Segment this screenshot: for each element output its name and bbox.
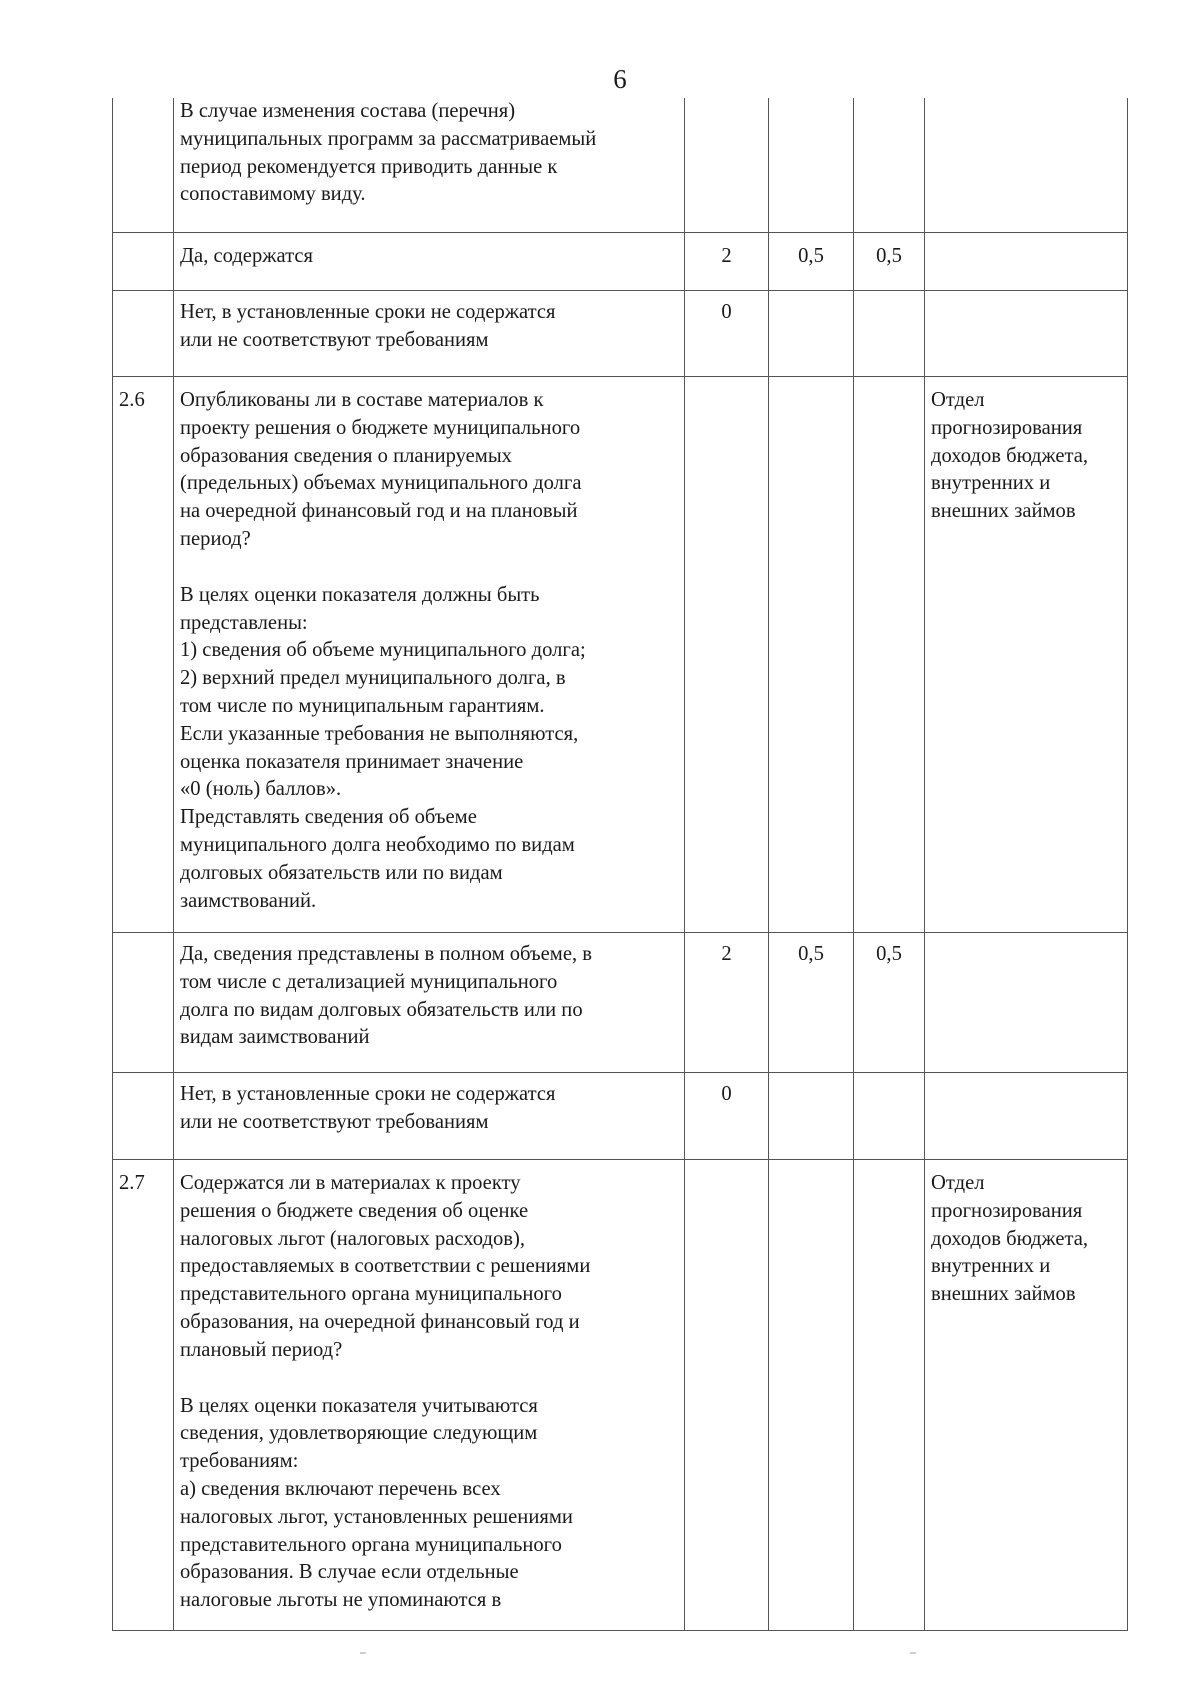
row-number-cell [113, 98, 174, 233]
weight2-cell [854, 377, 925, 933]
question-line: плановый период? [180, 1338, 343, 1361]
responsible-line: Отдел [931, 389, 985, 411]
row-number-cell [113, 233, 174, 291]
table-row-intro [113, 98, 1128, 233]
weight2-cell: 0,5 [854, 233, 925, 291]
responsible-line: внешних займов [931, 1283, 1076, 1306]
row-number-cell: 2.6 [113, 377, 174, 933]
criteria-line: 1) сведения об объеме муниципального долга; [180, 639, 586, 662]
answer-text-cell: Да, содержатся [174, 233, 685, 291]
responsible-line: прогнозирования [931, 1199, 1083, 1222]
question-line: налоговых льгот (налоговых расходов), [180, 1227, 525, 1250]
row-number-cell: 2.7 [113, 1160, 174, 1631]
weight2-cell: 0,5 [854, 933, 925, 1073]
responsible-line: внешних займов [931, 500, 1076, 523]
criteria-line: а) сведения включают перечень всех [180, 1477, 501, 1500]
criteria-line: требованиям: [180, 1450, 299, 1473]
score-cell: 0 [685, 291, 769, 377]
criteria-line: заимствований. [180, 889, 317, 912]
criteria-line: Если указанные требования не выполняются, [180, 722, 579, 745]
score-cell [685, 377, 769, 933]
weight2-cell [854, 1160, 925, 1631]
weight1-cell: 0,5 [769, 233, 854, 291]
responsible-cell [925, 98, 1128, 233]
criteria-line: том числе по муниципальным гарантиям. [180, 694, 545, 717]
weight1-cell [769, 1160, 854, 1631]
table-row-item-2-6 [113, 377, 1128, 933]
table-row-answer-no [113, 1073, 1128, 1160]
criteria-line: Представлять сведения об объеме [180, 806, 477, 829]
weight1-cell [769, 377, 854, 933]
weight2-cell [854, 98, 925, 233]
responsible-cell [925, 377, 1128, 933]
question-cell [174, 1160, 685, 1631]
criteria-line: В целях оценки показателя должны быть [180, 583, 540, 606]
question-line: образования, на очередной финансовый год и [180, 1310, 580, 1333]
criteria-line: представительного органа муниципального [180, 1533, 562, 1556]
weight1-cell: 0,5 [769, 933, 854, 1073]
criteria-line: налоговые льготы не упоминаются в [180, 1589, 502, 1612]
responsible-cell [925, 1160, 1128, 1631]
question-line: образования сведения о планируемых [180, 444, 512, 467]
description-cell [174, 98, 685, 233]
responsible-line: внутренних и [931, 472, 1051, 495]
question-line: Содержатся ли в материалах к проекту [180, 1172, 521, 1194]
answer-text-cell [174, 1073, 685, 1160]
page-number: 6 [613, 64, 627, 94]
criteria-line: долговых обязательств или по видам [180, 861, 503, 884]
question-line: на очередной финансовый год и на плановый [180, 500, 578, 523]
answer-text-cell [174, 933, 685, 1073]
responsible-line: внутренних и [931, 1255, 1051, 1278]
question-line: период? [180, 527, 251, 550]
evaluation-table [112, 98, 1128, 1631]
criteria-line: сведения, удовлетворяющие следующим [180, 1422, 538, 1445]
score-cell: 2 [685, 933, 769, 1073]
question-line: проекту решения о бюджете муниципального [180, 416, 581, 439]
score-cell [685, 98, 769, 233]
answer-line: видам заимствований [180, 1026, 370, 1049]
answer-line: Нет, в установленные сроки не содержатся [180, 301, 556, 323]
scan-artifact [360, 1652, 366, 1654]
table-row-item-2-7 [113, 1160, 1128, 1631]
responsible-line: Отдел [931, 1172, 985, 1194]
scan-artifact [910, 1652, 916, 1654]
question-cell [174, 377, 685, 933]
criteria-line: образования. В случае если отдельные [180, 1561, 519, 1584]
weight1-cell [769, 1073, 854, 1160]
responsible-cell [925, 1073, 1128, 1160]
answer-line: Да, сведения представлены в полном объеме, в [180, 943, 592, 965]
criteria-line: «0 (ноль) баллов». [180, 778, 342, 801]
criteria-line: налоговых льгот, установленных решениями [180, 1505, 573, 1528]
responsible-line: доходов бюджета, [931, 444, 1089, 467]
answer-line: том числе с детализацией муниципального [180, 970, 558, 993]
row-number-cell [113, 933, 174, 1073]
table-row-answer-yes [113, 233, 1128, 291]
score-cell: 2 [685, 233, 769, 291]
question-line: предоставляемых в соответствии с решениями [180, 1255, 591, 1278]
criteria-line: В целях оценки показателя учитываются [180, 1394, 538, 1417]
question-line: (предельных) объемах муниципального долга [180, 472, 582, 495]
answer-line: Нет, в установленные сроки не содержатся [180, 1083, 556, 1105]
answer-line: или не соответствуют требованиям [180, 328, 489, 351]
score-cell: 0 [685, 1073, 769, 1160]
responsible-line: прогнозирования [931, 416, 1083, 439]
criteria-line: 2) верхний предел муниципального долга, в [180, 667, 566, 690]
paragraph-gap [180, 554, 678, 582]
paragraph-gap [180, 1365, 678, 1393]
table-row-answer-no [113, 291, 1128, 377]
table-row-answer-yes [113, 933, 1128, 1073]
description-line: сопоставимому виду. [180, 183, 366, 206]
criteria-line: оценка показателя принимает значение [180, 750, 524, 773]
weight2-cell [854, 1073, 925, 1160]
question-line: Опубликованы ли в составе материалов к [180, 389, 544, 411]
criteria-line: представлены: [180, 611, 308, 634]
criteria-line: муниципального долга необходимо по видам [180, 833, 575, 856]
description-line: период рекомендуется приводить данные к [180, 155, 558, 178]
responsible-cell [925, 291, 1128, 377]
answer-line: или не соответствуют требованиям [180, 1110, 489, 1133]
weight2-cell [854, 291, 925, 377]
responsible-cell [925, 933, 1128, 1073]
row-number-cell [113, 1073, 174, 1160]
description-line: В случае изменения состава (перечня) [180, 100, 516, 122]
weight1-cell [769, 98, 854, 233]
responsible-line: доходов бюджета, [931, 1227, 1089, 1250]
answer-line: долга по видам долговых обязательств или по [180, 998, 583, 1021]
question-line: представительного органа муниципального [180, 1283, 562, 1306]
weight1-cell [769, 291, 854, 377]
responsible-cell [925, 233, 1128, 291]
score-cell [685, 1160, 769, 1631]
question-line: решения о бюджете сведения об оценке [180, 1199, 529, 1222]
answer-text-cell [174, 291, 685, 377]
description-line: муниципальных программ за рассматриваемый [180, 127, 597, 150]
row-number-cell [113, 291, 174, 377]
